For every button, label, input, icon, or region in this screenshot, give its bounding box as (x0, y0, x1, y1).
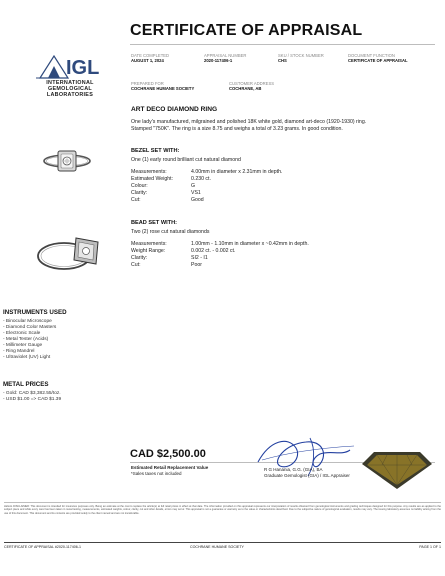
bezel-heading: BEZEL SET WITH: (131, 148, 180, 154)
instruments-heading: INSTRUMENTS USED (3, 309, 67, 316)
spec-row: Measurements: 4.00mm in diameter x 2.31mm in depth. (131, 169, 283, 175)
list-item: - Ultraviolet (UV) Light (3, 355, 51, 360)
spec-row: Measurements: 1.00mm - 1.10mm in diameter x ~0.42mm in depth. (131, 241, 309, 247)
bead-specs (131, 241, 309, 269)
sku-number: SKU / STOCK NUMBER CHS (278, 53, 324, 63)
prepared-for: PREPARED FOR COCHRANE HUMANE SOCIETY (131, 81, 195, 91)
date-completed: DATE COMPLETED AUGUST 1, 2024 (131, 53, 170, 63)
footer-center: COCHRANE HUMANE SOCIETY (190, 545, 244, 549)
list-item: - Electronic Scale (3, 331, 41, 336)
ring-side-image (34, 232, 104, 272)
gold-seal (360, 450, 434, 490)
list-item: - Diamond Color Masters (3, 325, 57, 330)
bead-summary: Two (2) rose cut natural diamonds (131, 229, 210, 235)
list-item: - Metal Tester (Acids) (3, 337, 49, 342)
spec-row: Weight Range: 0.002 ct. - 0.002 ct. (131, 248, 236, 254)
footer-page-number: PAGE 1 OF 1 (419, 545, 441, 549)
bezel-specs (131, 169, 282, 204)
title-divider (130, 44, 435, 45)
spec-row: Colour: G (131, 183, 196, 189)
instruments-list (3, 319, 56, 361)
spec-row: Cut: Good (131, 197, 204, 203)
metal-prices-list (3, 391, 61, 403)
bead-heading: BEAD SET WITH: (131, 220, 177, 226)
page-title: CERTIFICATE OF APPRAISAL (130, 22, 363, 39)
spec-row: Clarity: VS1 (131, 190, 201, 196)
spec-row: Clarity: SI2 - I1 (131, 255, 208, 261)
appraiser-name: R G Hanania, G.G. (GIA), BA (264, 467, 323, 472)
spec-row: Cut: Poor (131, 262, 202, 268)
item-description: One lady's manufactured, milgrained and polished 18K white gold, diamond art-deco (1920-1930) ring. Stamped "750K". The ring is a size 8.75 and weighs a total of 3.23 grams. In good condition. (131, 119, 367, 132)
spec-row: Estimated Weight: 0.230 ct. (131, 176, 211, 182)
disclaimer-divider (4, 502, 441, 503)
appraised-value: CAD $2,500.00 (130, 448, 206, 460)
footer-divider (4, 542, 441, 543)
footer-left: CERTIFICATE OF APPRAISAL #2020-117406-1 (4, 545, 81, 549)
igl-logo-mark (34, 50, 104, 80)
list-item: - Ring Mandrel (3, 349, 35, 354)
document-function: DOCUMENT FUNCTION CERTIFICATE OF APPRAISAL (348, 53, 408, 63)
ring-front-image (42, 147, 92, 175)
list-item: - Millimeter Gauge (3, 343, 43, 348)
legal-disclaimer: LEGAL DISCLAIMER: This document is intended for insurance purposes only. Being an estimate at the cost to replace the article(s) at full retail prices in effect at that date. The information provided on this appraisal represents our interpretation of results obtained from gemological instruments and grading techniques designed for this purpose. Any results are as applied to the subject piece and while every care has been taken in metal testing, measurements, estimated weights, colour, clarity, cut and other details, errors may occur. This appraisal is not a guarantee or warranty as to the value or characteristics described. Due to the subjective nature of gemological evaluation, results may vary. The issuing laboratory assumes no liability arising from the use of this document. This document and its contents are provided solely to the client named and are not transferable. (4, 505, 441, 515)
list-item: - USD $1.00 => CAD $1.39 (3, 397, 62, 402)
list-item: - Binocular Microscope (3, 319, 52, 324)
item-heading: ART DECO DIAMOND RING (131, 106, 218, 113)
value-label: Estimated Retail Replacement Value (131, 465, 209, 470)
igl-logo-text: INTERNATIONAL GEMOLOGICAL LABORATORIES (46, 80, 94, 99)
bezel-summary: One (1) early round brilliant cut natural diamond (131, 157, 241, 163)
metal-prices-heading: METAL PRICES (3, 381, 49, 388)
tax-note: *Sales taxes not included (131, 471, 182, 476)
list-item: - Gold: CAD $3,382.55/toz. (3, 391, 61, 396)
customer-address: CUSTOMER ADDRESS COCHRANE, AB (229, 81, 275, 91)
appraiser-title: Graduate Gemologist (GIA) / IGL Appraiser (264, 473, 350, 478)
appraisal-number: APPRAISAL NUMBER 2020-117406-1 (204, 53, 247, 63)
svg-text:IGL: IGL (66, 57, 100, 79)
